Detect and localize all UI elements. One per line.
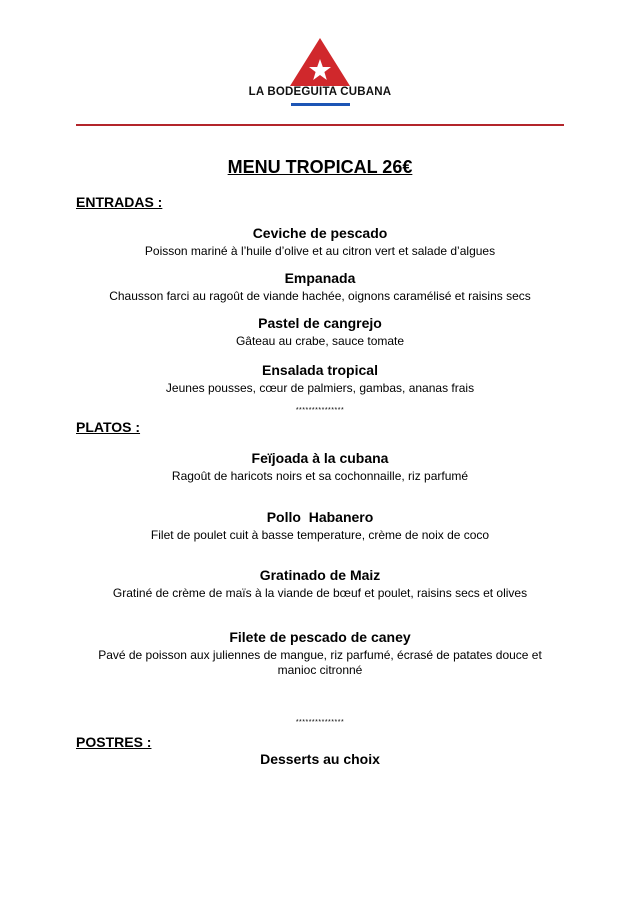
section-heading-postres: POSTRES : bbox=[76, 734, 152, 750]
dish-description: Chausson farci au ragoût de viande hachée, oignons caramélisé et raisins secs bbox=[109, 289, 531, 303]
dish-item bbox=[0, 314, 640, 349]
dish-name: Ceviche de pescado bbox=[252, 225, 388, 241]
dish-name: Feïjoada à la cubana bbox=[251, 450, 389, 466]
dish-description: Poisson mariné à l’huile d’olive et au citron vert et salade d’algues bbox=[144, 244, 496, 258]
logo bbox=[0, 38, 640, 118]
dish-description: Jeunes pousses, cœur de palmiers, gambas, ananas frais bbox=[165, 381, 475, 395]
dish-name: Ensalada tropical bbox=[262, 362, 378, 378]
section-heading-entradas: ENTRADAS : bbox=[76, 194, 163, 210]
dish-item bbox=[0, 508, 640, 543]
dish-item bbox=[0, 361, 640, 396]
dish-description: Gâteau au crabe, sauce tomate bbox=[235, 334, 405, 348]
dish-name: Desserts au choix bbox=[260, 751, 380, 767]
dish-item bbox=[0, 224, 640, 259]
dish-name: Filete de pescado de caney bbox=[229, 629, 411, 645]
dish-item bbox=[0, 449, 640, 484]
header-divider bbox=[76, 124, 564, 126]
brand-name: LA BODEGUITA CUBANA bbox=[248, 86, 392, 98]
dish-name: Gratinado de Maiz bbox=[259, 567, 381, 583]
dish-name: Pollo Habanero bbox=[266, 509, 374, 525]
dish-name: Pastel de cangrejo bbox=[258, 315, 382, 331]
dish-item bbox=[0, 750, 640, 768]
dish-name: Empanada bbox=[284, 270, 356, 286]
section-heading-platos: PLATOS : bbox=[76, 419, 141, 435]
logo-triangle-star-icon bbox=[290, 38, 350, 86]
dish-item bbox=[0, 566, 640, 601]
dish-item bbox=[0, 628, 640, 678]
dish-description: Ragoût de haricots noirs et sa cochonnaille, riz parfumé bbox=[171, 469, 469, 483]
dish-description: Gratiné de crème de maïs à la viande de bœuf et poulet, raisins secs et olives bbox=[112, 586, 528, 600]
dish-description: Pavé de poisson aux juliennes de mangue, riz parfumé, écrasé de patates douce et bbox=[98, 648, 542, 662]
separator: *************** bbox=[295, 407, 345, 414]
menu-title: MENU TROPICAL 26€ bbox=[227, 157, 413, 177]
dish-description: Filet de poulet cuit à basse temperature, crème de noix de coco bbox=[150, 528, 490, 542]
dish-description-continued: manioc citronné bbox=[277, 663, 363, 677]
brand-underline bbox=[291, 103, 350, 106]
separator: *************** bbox=[295, 719, 345, 726]
dish-item bbox=[0, 269, 640, 304]
